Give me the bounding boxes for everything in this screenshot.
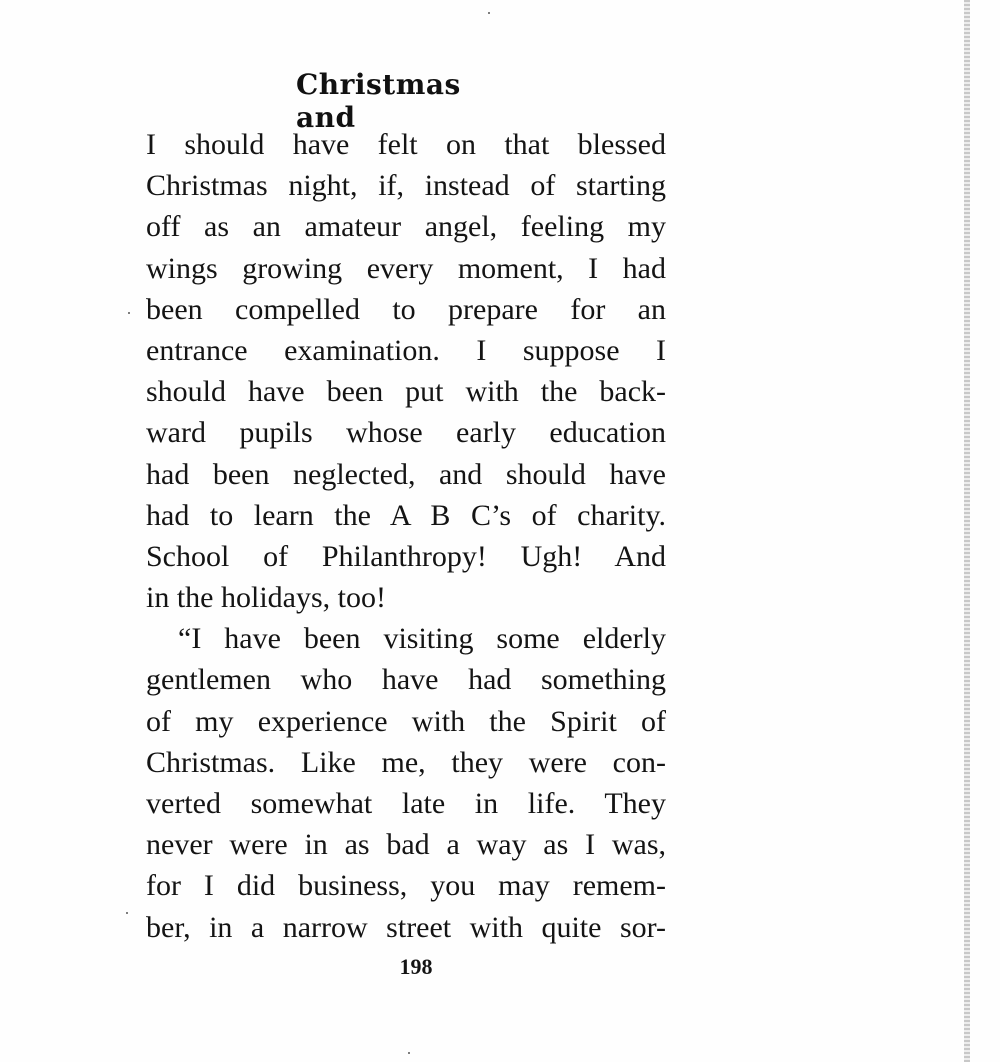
scan-speck	[128, 312, 130, 314]
text-line: Christmas night, if, instead of starting	[146, 169, 666, 203]
text-line: never were in as bad a way as I was,	[146, 828, 666, 862]
text-line: been compelled to prepare for an	[146, 292, 666, 326]
text-line: verted somewhat late in life. They	[146, 787, 666, 820]
scan-speck	[408, 1052, 410, 1054]
text-line: had to learn the A B C’s of charity.	[146, 498, 666, 532]
scan-speck	[488, 12, 490, 14]
text-line: in the holidays, too!	[146, 581, 386, 615]
text-line: had been neglected, and should have	[146, 457, 666, 491]
page-edge	[964, 0, 970, 1062]
text-line: wings growing every moment, I had	[146, 251, 666, 285]
text-line: off as an amateur angel, feeling my	[146, 210, 666, 244]
text-line: entrance examination. I suppose I	[146, 333, 666, 367]
text-line: should have been put with the back-	[146, 375, 666, 409]
text-line: of my experience with the Spirit of	[146, 704, 666, 738]
body-text	[146, 124, 666, 948]
running-head: Christmas and	[296, 68, 461, 134]
text-line: ber, in a narrow street with quite sor-	[146, 910, 666, 944]
text-line: “I have been visiting some elderly	[178, 622, 666, 656]
text-line: I should have felt on that blessed	[146, 128, 666, 161]
text-line: Christmas. Like me, they were con-	[146, 745, 666, 779]
text-line: gentlemen who have had something	[146, 663, 666, 697]
text-line: for I did business, you may remem-	[146, 869, 666, 903]
text-line: School of Philanthropy! Ugh! And	[146, 539, 666, 573]
text-line: ward pupils whose early education	[146, 416, 666, 450]
page-number: 198	[399, 954, 433, 979]
scan-speck	[126, 912, 128, 914]
